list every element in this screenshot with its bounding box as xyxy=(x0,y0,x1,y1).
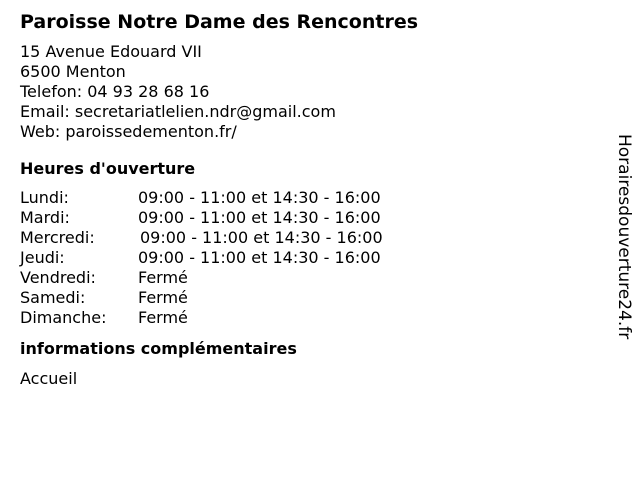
hours-value: Fermé xyxy=(138,308,188,327)
hours-row-wednesday xyxy=(20,228,580,248)
hours-row-sunday xyxy=(20,308,580,328)
street-address: 15 Avenue Edouard VII xyxy=(20,42,202,61)
place-card xyxy=(20,10,580,389)
day-label: Samedi: xyxy=(20,288,86,307)
hours-row-tuesday xyxy=(20,208,580,228)
day-label: Dimanche: xyxy=(20,308,107,327)
hours-value: 09:00 - 11:00 et 14:30 - 16:00 xyxy=(138,188,381,207)
phone-line[interactable]: Telefon: 04 93 28 68 16 xyxy=(20,82,210,101)
city-line: 6500 Menton xyxy=(20,62,126,81)
email-line[interactable]: Email: secretariatlelien.ndr@gmail.com xyxy=(20,102,336,121)
hours-row-monday xyxy=(20,188,580,208)
day-label: Mardi: xyxy=(20,208,70,227)
hours-value: 09:00 - 11:00 et 14:30 - 16:00 xyxy=(138,208,381,227)
opening-hours-heading: Heures d'ouverture xyxy=(20,159,196,178)
web-line[interactable]: Web: paroissedementon.fr/ xyxy=(20,122,237,141)
hours-value: 09:00 - 11:00 et 14:30 - 16:00 xyxy=(138,248,381,267)
additional-info-heading: informations complémentaires xyxy=(20,339,297,358)
additional-info-text: Accueil xyxy=(20,369,78,388)
opening-hours-table xyxy=(20,188,580,328)
address-block xyxy=(20,42,580,142)
day-label: Vendredi: xyxy=(20,268,96,287)
day-label: Mercredi: xyxy=(20,228,95,247)
hours-row-friday xyxy=(20,268,580,288)
day-label: Jeudi: xyxy=(20,248,65,267)
day-label: Lundi: xyxy=(20,188,69,207)
hours-row-thursday xyxy=(20,248,580,268)
hours-value: Fermé xyxy=(138,268,188,287)
hours-value: Fermé xyxy=(138,288,188,307)
hours-row-saturday xyxy=(20,288,580,308)
page-title: Paroisse Notre Dame des Rencontres xyxy=(20,11,419,33)
watermark-label: Horairesdouverture24.fr xyxy=(614,134,634,340)
hours-value: 09:00 - 11:00 et 14:30 - 16:00 xyxy=(140,228,383,247)
